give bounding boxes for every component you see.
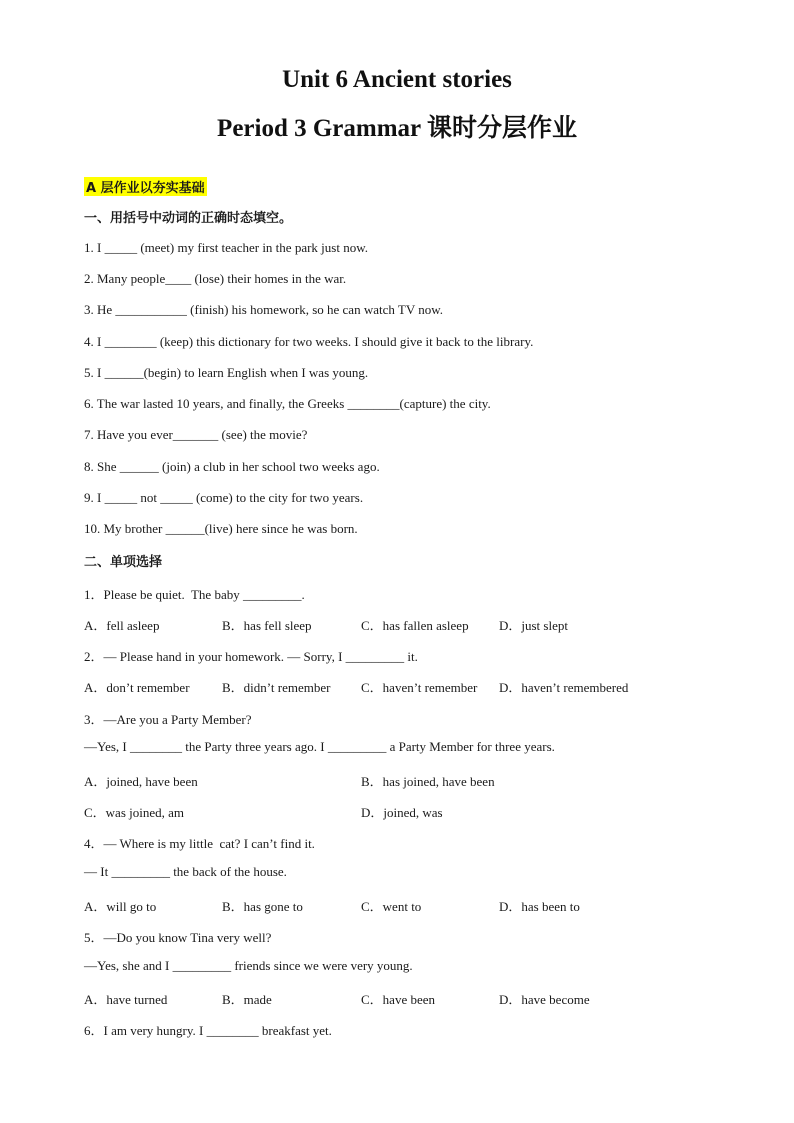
option-a: A．will go to (84, 899, 157, 914)
question-stem: —Yes, I ________ the Party three years ago. I _________ a Party Member for three years. (84, 739, 555, 754)
option-c: C．went to (361, 899, 422, 914)
fill-blank-item: 2. Many people____ (lose) their homes in the war. (84, 271, 347, 286)
question-stem: 6．I am very hungry. I ________ breakfast yet. (84, 1023, 332, 1038)
question-stem: — It _________ the back of the house. (84, 864, 287, 879)
fill-blank-item: 4. I ________ (keep) this dictionary for two weeks. I should give it back to the library. (84, 334, 534, 349)
fill-blank-item: 7. Have you ever_______ (see) the movie? (84, 427, 308, 442)
option-c: C．have been (361, 992, 436, 1007)
fill-blank-item: 10. My brother ______(live) here since he was born. (84, 521, 358, 536)
question-stem: 2．— Please hand in your homework. — Sorry, I _________ it. (84, 649, 418, 664)
page-title: Unit 6 Ancient stories (282, 66, 512, 93)
fill-blank-item: 3. He ___________ (finish) his homework, so he can watch TV now. (84, 302, 444, 317)
part2-heading: 二、单项选择 (84, 555, 163, 570)
option-c: C．has fallen asleep (361, 618, 469, 633)
option-b: B．has joined, have been (361, 774, 495, 789)
option-a: A．don’t remember (84, 680, 190, 695)
fill-blank-item: 1. I _____ (meet) my first teacher in the park just now. (84, 240, 368, 255)
option-c: C．was joined, am (84, 805, 185, 820)
option-b: B．didn’t remember (222, 680, 331, 695)
option-a: A．have turned (84, 992, 168, 1007)
fill-blank-item: 6. The war lasted 10 years, and finally, the Greeks ________(capture) the city. (84, 396, 491, 411)
part1-heading: 一、用括号中动词的正确时态填空。 (84, 211, 293, 226)
fill-blank-item: 9. I _____ not _____ (come) to the city for two years. (84, 490, 364, 505)
option-b: B．made (222, 992, 272, 1007)
question-stem: 1．Please be quiet. The baby _________. (84, 587, 305, 602)
option-d: D．haven’t remembered (499, 680, 629, 695)
question-stem: —Yes, she and I _________ friends since we were very young. (84, 958, 413, 973)
option-a: A．fell asleep (84, 618, 160, 633)
question-stem: 4．— Where is my little cat? I can’t find it. (84, 836, 315, 851)
page-subtitle: Period 3 Grammar 课时分层作业 (217, 115, 577, 142)
option-d: D．has been to (499, 899, 580, 914)
option-c: C．haven’t remember (361, 680, 478, 695)
question-stem: 5．—Do you know Tina very well? (84, 930, 272, 945)
fill-blank-item: 8. She ______ (join) a club in her school two weeks ago. (84, 459, 380, 474)
fill-blank-item: 5. I ______(begin) to learn English when I was young. (84, 365, 369, 380)
option-b: B．has gone to (222, 899, 303, 914)
question-stem: 3．—Are you a Party Member? (84, 712, 252, 727)
option-b: B．has fell sleep (222, 618, 312, 633)
option-d: D．have become (499, 992, 590, 1007)
option-d: D．just slept (499, 618, 568, 633)
option-d: D．joined, was (361, 805, 443, 820)
section-a-label: A 层作业以夯实基础 (84, 177, 207, 196)
option-a: A．joined, have been (84, 774, 198, 789)
